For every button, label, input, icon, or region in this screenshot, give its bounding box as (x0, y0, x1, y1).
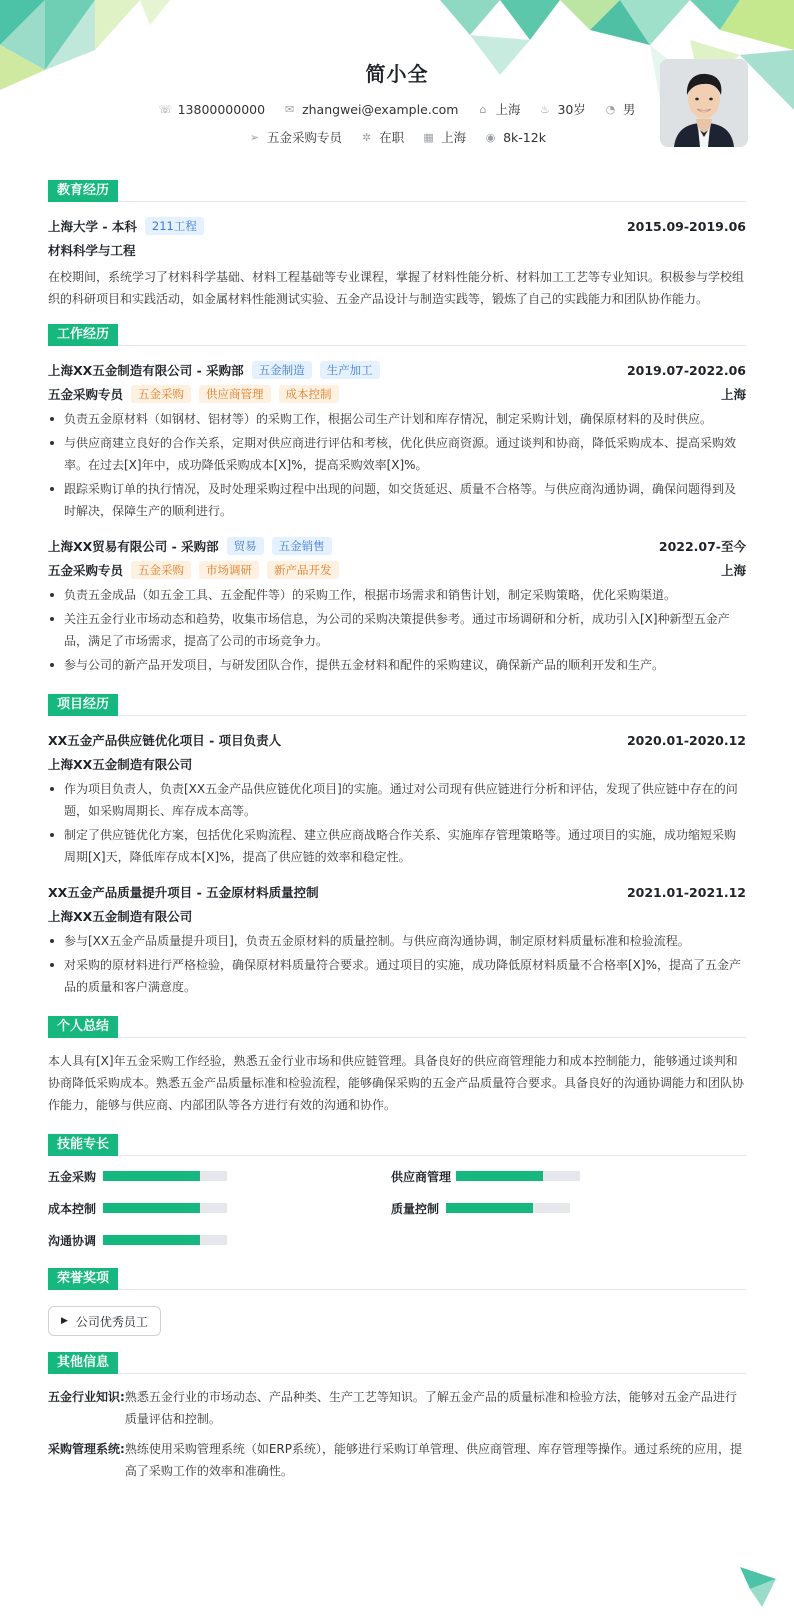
home-icon: ⌂ (479, 102, 487, 116)
skill-bar (103, 1235, 227, 1245)
awards-heading: 荣誉奖项 (48, 1268, 746, 1290)
company-name: 上海XX贸易有限公司 - 采购部 (48, 539, 219, 554)
gender-value: 男 (622, 102, 636, 117)
skill-fill (103, 1235, 200, 1245)
contact-row (48, 100, 746, 118)
phone-value: 13800000000 (177, 101, 266, 117)
skill-fill (103, 1171, 200, 1181)
skill-fill (446, 1203, 533, 1213)
skill-bar (446, 1203, 570, 1213)
role-tag: 新产品开发 (267, 561, 339, 579)
list-item: 跟踪采购订单的执行情况，及时处理采购过程中出现的问题，如交货延迟、质量不合格等。与供应商沟通协调，确保问题得到及时解决，保障生产的顺利进行。 (48, 478, 746, 522)
role-tag: 五金采购 (131, 385, 191, 403)
job-location: 上海 (720, 387, 746, 402)
project-name: XX五金产品供应链优化项目 - 项目负责人 (48, 733, 282, 748)
awards-section (48, 1268, 746, 1336)
mail-icon: ✉ (284, 102, 295, 116)
cake-icon: ♨ (540, 102, 550, 116)
salary-info (484, 130, 546, 145)
candidate-name: 简小全 (365, 62, 429, 86)
project-entry (48, 880, 746, 998)
company-tag: 贸易 (227, 537, 264, 555)
job-bullets (48, 584, 746, 676)
play-icon: ▶ (61, 1316, 68, 1326)
skill-item: 五金采购 (48, 1168, 391, 1184)
summary-section (48, 1016, 746, 1116)
company-name: 上海XX五金制造有限公司 - 采购部 (48, 363, 244, 378)
list-item: 对采购的原材料进行严格检验，确保原材料质量符合要求。通过项目的实施，成功降低原材料质量不合格率[X]%，提高了五金产品的质量和客户满意度。 (48, 954, 746, 998)
send-icon: ➢ (249, 130, 260, 144)
position-value: 五金采购专员 (267, 130, 343, 145)
other-item: 五金行业知识: 熟悉五金行业的市场动态、产品种类、生产工艺等知识。了解五金产品的质量标准和检验方法，能够对五金产品进行质量评估和控制。 (48, 1390, 737, 1426)
skills-heading: 技能专长 (48, 1134, 746, 1156)
salary-value: 8k-12k (503, 129, 546, 145)
project-bullets (48, 930, 746, 998)
email-info (283, 102, 458, 117)
summary-text: 本人具有[X]年五金采购工作经验，熟悉五金行业市场和供应链管理。具备良好的供应商管理能力和成本控制能力，能够通过谈判和协商降低采购成本。熟悉五金产品质量标准和检验流程，能够确保采购的五金产品质量符合要求。具备良好的沟通协调能力和团队协作能力，能够与供应商、内部团队等各方进行有效的沟通和协作。 (48, 1054, 745, 1112)
skill-item: 供应商管理 (391, 1168, 734, 1184)
projects-section (48, 694, 746, 998)
job-role: 五金采购专员 (48, 563, 124, 578)
gender-info (604, 100, 636, 118)
resume-header (48, 0, 746, 180)
job-intent-row (48, 128, 746, 146)
role-tag: 供应商管理 (199, 385, 271, 403)
job-entry (48, 534, 746, 676)
role-tag: 五金采购 (131, 561, 191, 579)
education-row (48, 214, 746, 238)
job-entry (48, 358, 746, 522)
target-city-value: 上海 (441, 130, 467, 145)
skill-bar (456, 1171, 580, 1181)
skills-grid (48, 1168, 746, 1248)
coin-icon: ◉ (485, 130, 496, 144)
project-entry (48, 728, 746, 868)
skill-item: 沟通协调 (48, 1232, 391, 1248)
summary-heading: 个人总结 (48, 1016, 746, 1038)
project-org: 上海XX五金制造有限公司 (48, 757, 193, 772)
project-org: 上海XX五金制造有限公司 (48, 909, 193, 924)
other-section (48, 1352, 746, 1482)
corner-decoration (740, 1567, 776, 1607)
other-heading: 其他信息 (48, 1352, 746, 1374)
status-value: 在职 (379, 130, 405, 145)
skill-item: 质量控制 (391, 1200, 734, 1216)
award-item[interactable]: ▶ 公司优秀员工 (48, 1306, 161, 1336)
building-icon: ▦ (423, 130, 434, 144)
role-tag: 市场调研 (199, 561, 259, 579)
education-date: 2015.09-2019.06 (626, 218, 746, 234)
city-value: 上海 (495, 102, 521, 117)
work-section (48, 324, 746, 676)
job-date: 2019.07-2022.06 (626, 362, 746, 378)
position-info (248, 128, 342, 146)
avatar-portrait (660, 59, 748, 147)
list-item: 与供应商建立良好的合作关系，定期对供应商进行评估和考核，优化供应商资源。通过谈判和协商，降低采购成本、提高采购效率。在过去[X]年中，成功降低采购成本[X]%，提高采购效率[X]%。 (48, 432, 746, 476)
skill-item: 成本控制 (48, 1200, 391, 1216)
company-tag: 五金销售 (272, 537, 332, 555)
phone-icon: ☏ (158, 102, 173, 116)
work-heading: 工作经历 (48, 324, 746, 346)
projects-heading: 项目经历 (48, 694, 746, 716)
role-tag: 成本控制 (279, 385, 339, 403)
skill-bar (103, 1203, 227, 1213)
age-info (538, 100, 585, 118)
target-city-info (422, 128, 466, 146)
list-item: 参与[XX五金产品质量提升项目]，负责五金原材料的质量控制。与供应商沟通协调，制定原材料质量标准和检验流程。 (48, 930, 746, 952)
job-date: 2022.07-至今 (658, 539, 746, 554)
gear-icon: ✲ (361, 130, 372, 144)
school-tag: 211工程 (145, 217, 204, 235)
list-item: 负责五金原材料（如钢材、铝材等）的采购工作，根据公司生产计划和库存情况，制定采购计划，确保原材料的及时供应。 (48, 408, 746, 430)
other-item: 采购管理系统: 熟练使用采购管理系统（如ERP系统），能够进行采购订单管理、供应商管理、库存管理等操作。通过系统的应用，提高了采购工作的效率和准确性。 (48, 1442, 742, 1478)
education-section (48, 180, 746, 310)
major-row (48, 238, 746, 262)
gender-icon: ◔ (605, 102, 616, 116)
major: 材料科学与工程 (48, 243, 136, 258)
city-info (476, 100, 520, 118)
skill-bar (103, 1171, 227, 1181)
skill-fill (103, 1203, 200, 1213)
project-date: 2020.01-2020.12 (626, 732, 746, 748)
project-name: XX五金产品质量提升项目 - 五金原材料质量控制 (48, 885, 319, 900)
list-item: 作为项目负责人，负责[XX五金产品供应链优化项目]的实施。通过对公司现有供应链进行分析和评估，发现了供应链中存在的问题，如采购周期长、库存成本高等。 (48, 778, 746, 822)
avatar (660, 59, 748, 147)
project-date: 2021.01-2021.12 (626, 884, 746, 900)
project-bullets (48, 778, 746, 868)
job-bullets (48, 408, 746, 522)
age-value: 30岁 (557, 102, 586, 117)
email-value: zhangwei@example.com (302, 101, 459, 117)
list-item: 制定了供应链优化方案，包括优化采购流程、建立供应商战略合作关系、实施库存管理策略等。通过项目的实施，成功缩短采购周期[X]天，降低库存成本[X]%，提高了供应链的效率和稳定性。 (48, 824, 746, 868)
list-item: 负责五金成品（如五金工具、五金配件等）的采购工作，根据市场需求和销售计划，制定采购策略，优化采购渠道。 (48, 584, 746, 606)
status-info (360, 128, 404, 146)
education-desc: 在校期间，系统学习了材料科学基础、材料工程基础等专业课程，掌握了材料性能分析、材料加工工艺等专业知识。积极参与学校组织的科研项目和实践活动，如金属材料性能测试实验、五金产品设计与制造实践等，锻炼了自己的实践能力和团队协作能力。 (48, 270, 745, 306)
school-name: 上海大学 - 本科 (48, 219, 137, 234)
skills-section (48, 1134, 746, 1248)
list-item: 参与公司的新产品开发项目，与研发团队合作，提供五金材料和配件的采购建议，确保新产品的顺利开发和生产。 (48, 654, 746, 676)
job-role: 五金采购专员 (48, 387, 124, 402)
company-tag: 五金制造 (252, 361, 312, 379)
phone-info (159, 102, 265, 117)
company-tag: 生产加工 (320, 361, 380, 379)
list-item: 关注五金行业市场动态和趋势，收集市场信息，为公司的采购决策提供参考。通过市场调研和分析，成功引入[X]种新型五金产品，满足了市场需求，提高了公司的市场竞争力。 (48, 608, 746, 652)
skill-fill (456, 1171, 543, 1181)
education-heading: 教育经历 (48, 180, 746, 202)
job-location: 上海 (720, 563, 746, 578)
